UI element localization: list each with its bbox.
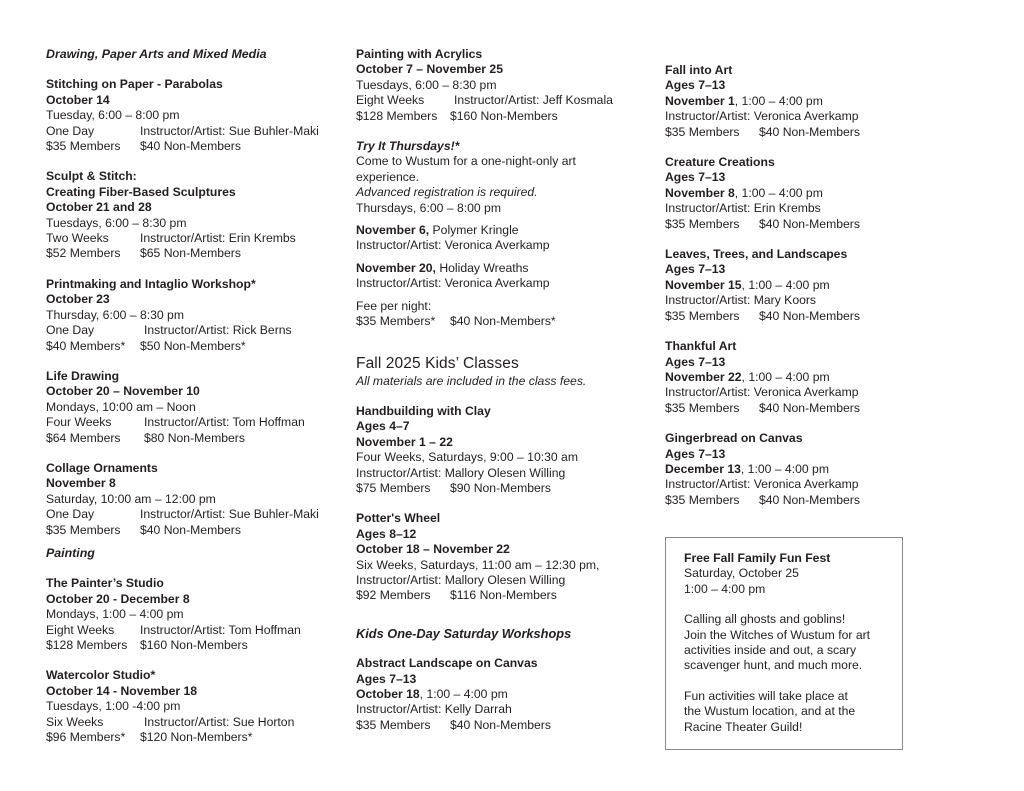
workshop-listing [356,656,646,733]
workshop-title: Leaves, Trees, and Landscapes [665,247,848,262]
nonmember-fee: $65 Non-Members [140,246,241,261]
workshop-listing [665,63,915,140]
fest-line: Racine Theater Guild! [684,719,803,734]
kids-section-subtitle: All materials are included in the class fees. [356,373,587,388]
class-instructor: Instructor/Artist: Tom Hoffman [144,415,305,430]
fee-label: Fee per night: [356,298,432,313]
fest-date: Saturday, October 25 [684,566,799,581]
class-time: Thursday, 6:00 – 8:30 pm [46,307,184,322]
workshop-ages: Ages 7–13 [665,354,726,369]
workshop-ages: Ages 7–13 [356,671,417,686]
class-dates: October 18 – November 22 [356,542,510,557]
column-middle [356,47,646,733]
description: experience. [356,169,420,184]
class-duration: Four Weeks [46,415,112,430]
workshop-time: , 1:00 – 4:00 pm [740,461,829,476]
fest-line: scavenger hunt, and much more. [684,658,863,673]
workshop-time: , 1:00 – 4:00 pm [741,369,830,384]
class-title: Printmaking and Intaglio Workshop* [46,276,256,291]
member-fee: $35 Members [665,216,740,231]
nonmember-fee: $90 Non-Members [450,480,551,495]
class-instructor: Instructor/Artist: Veronica Averkamp [356,276,550,291]
class-time: Saturday, 10:00 am – 12:00 pm [46,491,216,506]
class-listing [356,511,646,603]
class-dates: October 20 – November 10 [46,384,200,399]
class-time: Tuesday, 6:00 – 8:00 pm [46,108,180,123]
workshop-date: December 13 [665,461,741,476]
workshop-listing [665,339,915,416]
class-title: Sculpt & Stitch: [46,169,137,184]
nonmember-fee: $40 Non-Members [759,492,860,507]
class-title: Watercolor Studio* [46,668,156,683]
member-fee: $128 Members [356,108,438,123]
class-instructor: Instructor/Artist: Sue Horton [144,714,295,729]
class-instructor: Instructor/Artist: Tom Hoffman [140,622,301,637]
class-listing [46,369,336,446]
class-instructor: Instructor/Artist: Mary Koors [665,293,817,308]
workshop-time: , 1:00 – 4:00 pm [734,93,823,108]
class-time: Mondays, 1:00 – 4:00 pm [46,607,184,622]
nonmember-fee: $40 Non-Members [759,400,860,415]
event-name: Polymer Kringle [429,223,519,238]
category-heading: Painting [46,545,95,560]
event-date: November 20, [356,260,436,275]
class-title: The Painter’s Studio [46,576,164,591]
class-listing [46,461,336,538]
member-fee: $64 Members [46,430,121,445]
workshop-time: , 1:00 – 4:00 pm [741,277,830,292]
registration-note: Advanced registration is required. [356,185,538,200]
class-ages: Ages 4–7 [356,419,410,434]
class-instructor: Instructor/Artist: Veronica Averkamp [356,238,550,253]
class-time: Four Weeks, Saturdays, 9:00 – 10:30 am [356,450,578,465]
fest-line: Join the Witches of Wustum for art [684,627,871,642]
class-duration: One Day [46,123,95,138]
class-duration: One Day [46,323,95,338]
member-fee: $35 Members [356,717,431,732]
class-ages: Ages 8–12 [356,526,417,541]
category-heading: Drawing, Paper Arts and Mixed Media [46,47,267,61]
workshop-listing [665,155,915,232]
class-duration: Eight Weeks [356,93,425,108]
class-instructor: Instructor/Artist: Erin Krembs [140,231,296,246]
class-dates: October 21 and 28 [46,200,152,215]
class-title: Stitching on Paper - Parabolas [46,77,223,92]
fest-time: 1:00 – 4:00 pm [684,581,766,596]
workshop-title: Fall into Art [665,63,733,77]
kids-section-title: Fall 2025 Kids’ Classes [356,354,519,372]
fest-line: Fun activities will take place at [684,688,848,703]
class-dates: October 7 – November 25 [356,62,503,77]
member-fee: $35 Members [665,124,740,139]
workshop-listing [665,247,915,324]
workshop-date: November 15 [665,277,742,292]
nonmember-fee: $40 Non-Members [140,139,241,154]
nonmember-fee: $116 Non-Members [450,588,557,603]
class-time: Six Weeks, Saturdays, 11:00 am – 12:30 pm, [356,557,600,572]
class-dates: October 20 - December 8 [46,591,190,606]
workshop-title: Creature Creations [665,155,775,170]
class-time: Tuesdays, 1:00 -4:00 pm [46,699,181,714]
class-duration: Eight Weeks [46,622,115,637]
class-listing [356,404,646,496]
class-instructor: Instructor/Artist: Veronica Averkamp [665,477,859,492]
nonmember-fee: $40 Non-Members [759,124,860,139]
workshop-time: , 1:00 – 4:00 pm [419,687,508,701]
class-title-line2: Creating Fiber-Based Sculptures [46,184,236,199]
class-title: Potter's Wheel [356,511,441,526]
class-dates: November 1 – 22 [356,434,453,449]
class-dates: October 23 [46,292,110,307]
member-fee: $128 Members [46,638,128,652]
fest-line: activities inside and out, a scary [684,643,857,658]
event-date: November 6, [356,223,430,238]
class-title: Painting with Acrylics [356,47,483,61]
workshop-ages: Ages 7–13 [665,446,726,461]
member-fee: $35 Members [46,522,121,537]
nonmember-fee: $80 Non-Members [144,430,245,445]
nonmember-fee: $50 Non-Members* [140,338,246,353]
member-fee: $35 Members [665,308,740,323]
class-instructor: Instructor/Artist: Rick Berns [144,323,292,338]
class-time: Thursdays, 6:00 – 8:00 pm [356,200,501,215]
class-dates: October 14 - November 18 [46,683,198,698]
member-fee: $35 Members [665,400,740,415]
member-fee: $92 Members [356,588,431,603]
workshop-title: Abstract Landscape on Canvas [356,656,538,671]
workshop-ages: Ages 7–13 [665,262,726,277]
class-instructor: Instructor/Artist: Kelly Darrah [356,702,512,717]
member-fee: $35 Members [46,139,121,154]
class-time: Mondays, 10:00 am – Noon [46,399,196,414]
member-fee: $35 Members [665,492,740,507]
class-title: Life Drawing [46,368,120,383]
column-left [46,47,336,745]
event-name: Holiday Wreaths [435,260,529,275]
workshop-date: October 18 [356,687,420,701]
workshop-date: November 8 [665,185,735,200]
workshop-date: November 22 [665,369,742,384]
class-instructor: Instructor/Artist: Sue Buhler-Maki [140,507,319,522]
class-instructor: Instructor/Artist: Mallory Olesen Willing [356,465,566,480]
class-instructor: Instructor/Artist: Erin Krembs [665,201,821,216]
member-fee: $35 Members* [356,314,436,329]
member-fee: $96 Members* [46,730,126,745]
class-duration: One Day [46,507,95,522]
class-time: Tuesdays, 6:00 – 8:30 pm [46,215,187,230]
nonmember-fee: $40 Non-Members* [450,314,556,329]
class-listing [46,169,336,261]
fun-fest-box [665,537,903,750]
member-fee: $52 Members [46,246,121,261]
workshop-listing [665,431,915,508]
workshop-time: , 1:00 – 4:00 pm [734,185,823,200]
nonmember-fee: $40 Non-Members [759,216,860,231]
class-title: Handbuilding with Clay [356,403,491,418]
class-instructor: Instructor/Artist: Veronica Averkamp [665,385,859,400]
nonmember-fee: $40 Non-Members [759,308,860,323]
fest-line: Calling all ghosts and goblins! [684,612,846,627]
class-dates: October 14 [46,92,110,107]
class-duration: Six Weeks [46,714,104,729]
workshops-heading: Kids One-Day Saturday Workshops [356,625,572,641]
description: Come to Wustum for a one-night-only art [356,154,576,169]
class-time: Tuesdays, 6:00 – 8:30 pm [356,77,497,92]
nonmember-fee: $40 Non-Members [140,522,241,537]
class-listing [46,277,336,354]
nonmember-fee: $40 Non-Members [450,717,551,732]
section-title: Try It Thursdays!* [356,139,460,154]
class-instructor: Instructor/Artist: Jeff Kosmala [454,93,613,108]
class-listing [356,47,646,124]
workshop-title: Gingerbread on Canvas [665,431,803,446]
nonmember-fee: $160 Non-Members [140,638,248,652]
class-instructor: Instructor/Artist: Sue Buhler-Maki [140,123,319,138]
workshop-title: Thankful Art [665,339,737,354]
class-listing [46,77,336,154]
member-fee: $75 Members [356,480,431,495]
member-fee: $40 Members* [46,338,126,353]
nonmember-fee: $120 Non-Members* [140,730,253,745]
class-dates: November 8 [46,476,116,491]
class-instructor: Instructor/Artist: Veronica Averkamp [665,109,859,124]
class-instructor: Instructor/Artist: Mallory Olesen Willing [356,572,566,587]
workshop-ages: Ages 7–13 [665,170,726,185]
workshop-date: November 1 [665,93,735,108]
column-right [665,63,915,508]
class-listing [46,576,336,653]
class-listing [46,668,336,745]
fest-title: Free Fall Family Fun Fest [684,551,831,565]
class-title: Collage Ornaments [46,460,158,475]
class-duration: Two Weeks [46,231,109,246]
fest-description [684,612,902,674]
fest-line: the Wustum location, and at the [684,704,856,719]
workshop-ages: Ages 7–13 [665,78,726,93]
try-it-thursdays [356,139,646,329]
nonmember-fee: $160 Non-Members [450,108,558,123]
fest-location [684,689,902,735]
